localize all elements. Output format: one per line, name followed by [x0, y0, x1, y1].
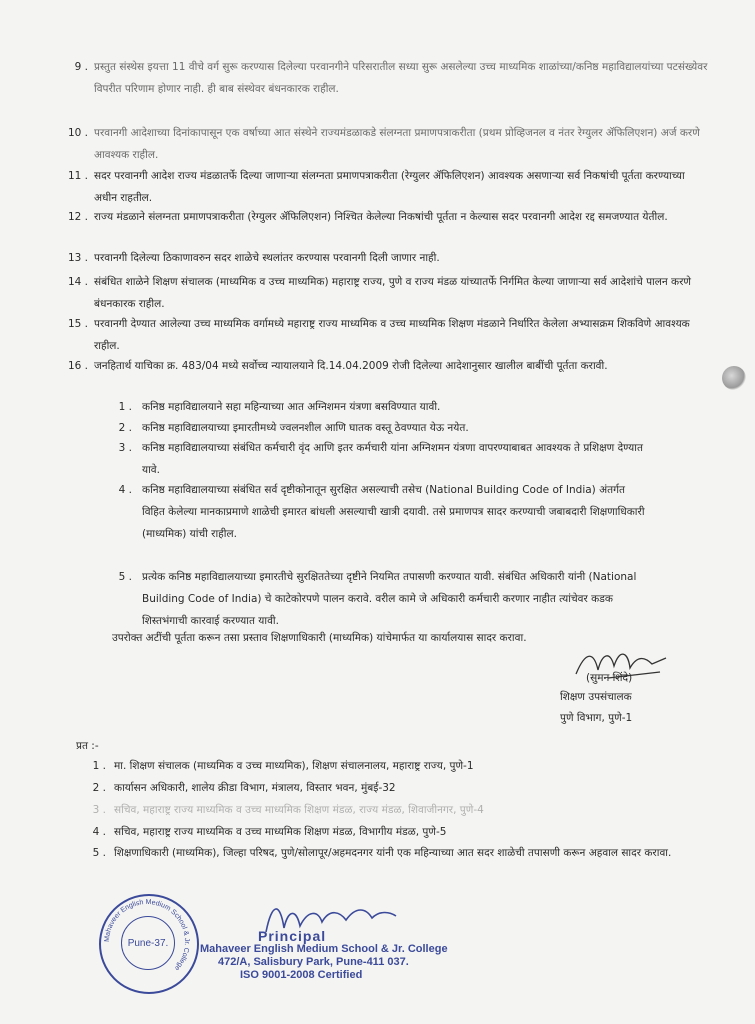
copy-4: [92, 822, 702, 843]
subitem-text: प्रत्येक कनिष्ठ महाविद्यालयाच्या इमारतीचे सुरक्षिततेच्या दृष्टीने नियमित तपासणी करण्यात यावी. संबंधित अधिकारी यांनी (National Building Code of India) चे काटेकोरपणे पालन करावे. वरील कामे जे अधिकारी कर्मचारी करणार नाहीत त्यांचेवर कडक शिस्तभंगाची कारवाई करण्यात यावी.: [142, 571, 637, 627]
subitem-text: कनिष्ठ महाविद्यालयाच्या संबंधित सर्व दृष्टीकोनातून सुरक्षित असल्याची तसेच (National Building Code of India) अंतर्गत विहित केलेल्या मानकाप्रमाणे शाळेची इमारत बांधली असल्याची खात्री दयावी. तसे प्रमाणपत्र सादर करण्याची जबाबदारी शिक्षणाधिकारी (माध्यमिक) यांची राहील.: [142, 484, 645, 540]
clause-number: 9 .: [74, 61, 88, 73]
copy-5: [92, 843, 702, 885]
copy-2: [92, 778, 702, 799]
subitem-1: [118, 396, 648, 418]
subitem-3: [118, 437, 648, 481]
subitem-2: [118, 417, 648, 439]
copy-text: मा. शिक्षण संचालक (माध्यमिक व उच्च माध्यमिक), शिक्षण संचालनालय, महाराष्ट्र राज्य, पुणे-1: [114, 760, 474, 772]
clause-text: परवानगी आदेशाच्या दिनांकापासून एक वर्षाच्या आत संस्थेने राज्यमंडळाकडे संलग्नता प्रमाणपत्राकरीता (प्रथम प्रोव्हिजनल व नंतर रेग्युलर ॲफिलिएशन) अर्ज करणे आवश्यक राहील.: [94, 127, 700, 161]
clause-16: [62, 355, 710, 399]
copy-number: 2 .: [92, 782, 106, 794]
closing-line: उपरोक्त अटींची पूर्तता करून तसा प्रस्ताव शिक्षणाधिकारी (माध्यमिक) यांचेमार्फत या कार्यालयास सादर करावा.: [112, 632, 527, 644]
signatory-name: (सुमन शिंदे): [586, 672, 633, 684]
clause-12: [62, 206, 710, 250]
subitem-5: [118, 566, 648, 632]
clause-text: परवानगी देण्यात आलेल्या उच्च माध्यमिक वर्गामध्ये महाराष्ट्र राज्य माध्यमिक व उच्च माध्यमिक शिक्षण मंडळाने निर्धारित केलेला अभ्यासक्रम शिकविणे आवश्यक राहील.: [94, 318, 690, 352]
clause-14: [62, 271, 710, 315]
copy-text: शिक्षणाधिकारी (माध्यमिक), जिल्हा परिषद, पुणे/सोलापूर/अहमदनगर यांनी एक महिन्याच्या आत सदर शाळेची तपासणी करून अहवाल सादर करावा.: [114, 847, 672, 859]
clause-number: 13 .: [67, 252, 88, 264]
clause-13: [62, 247, 710, 269]
subitem-number: 1 .: [118, 401, 132, 413]
subitem-text: कनिष्ठ महाविद्यालयाच्या संबंधित कर्मचारी वृंद आणि इतर कर्मचारी यांना अग्निशमन यंत्रणा वापरण्याबाबत आवश्यक ते प्रशिक्षण देण्यात यावे.: [142, 442, 643, 476]
subitem-4: [118, 479, 648, 567]
clause-number: 15 .: [67, 318, 88, 330]
clause-text: प्रस्तुत संस्थेस इयत्ता 11 वीचे वर्ग सुरू करण्यास दिलेल्या परवानगीने परिसरातील सध्या सुरू असलेल्या उच्च माध्यमिक शाळांच्या/कनिष्ठ महाविद्यालयांच्या पटसंख्येवर विपरीत परिणाम होणार नाही. ही बाब संस्थेवर बंधनकारक राहील.: [94, 61, 708, 95]
principal-iso: ISO 9001-2008 Certified: [240, 969, 363, 981]
subitem-number: 5 .: [118, 571, 132, 583]
signatory-division: पुणे विभाग, पुणे-1: [560, 712, 633, 724]
copies-heading: प्रत :-: [76, 740, 99, 752]
principal-seal: [200, 930, 448, 982]
copy-1: [92, 756, 702, 777]
clause-text: राज्य मंडळाने संलग्नता प्रमाणपत्राकरीता (रेग्युलर ॲफिलिएशन) निश्चित केलेल्या निकषांची पूर्तता न केल्यास सदर परवानगी आदेश रद्द समजण्यात येतील.: [94, 211, 668, 223]
principal-title: Principal: [258, 928, 327, 944]
clause-text: जनहितार्थ याचिका क्र. 483/04 मध्ये सर्वोच्च न्यायालयाने दि.14.04.2009 रोजी दिलेल्या आदेशानुसार खालील बाबींची पूर्तता करावी.: [94, 360, 608, 372]
school-stamp: [99, 894, 199, 994]
copy-number: 4 .: [92, 826, 106, 838]
clause-number: 16 .: [67, 360, 88, 372]
copy-3: [92, 800, 702, 821]
clause-11: [62, 165, 710, 209]
clause-number: 11 .: [67, 170, 88, 182]
copy-number: 1 .: [92, 760, 106, 772]
copy-text: सचिव, महाराष्ट्र राज्य माध्यमिक व उच्च माध्यमिक शिक्षण मंडळ, विभागीय मंडळ, पुणे-5: [114, 826, 447, 838]
subitem-number: 2 .: [118, 422, 132, 434]
stamp-center: [121, 916, 175, 970]
clause-15: [62, 313, 710, 357]
signatory-designation: शिक्षण उपसंचालक: [560, 691, 632, 703]
subitem-number: 3 .: [118, 442, 132, 454]
copy-number: 3 .: [92, 804, 106, 816]
clause-text: संबंधित शाळेने शिक्षण संचालक (माध्यमिक व उच्च माध्यमिक) महाराष्ट्र राज्य, पुणे व राज्य मंडळ यांच्यातर्फे निर्गमित केल्या जाणाऱ्या सर्व आदेशांचे पालन करणे बंधनकारक राहील.: [94, 276, 692, 310]
subitem-text: कनिष्ठ महाविद्यालयाच्या इमारतीमध्ये ज्वलनशील आणि घातक वस्तू ठेवण्यात येऊ नयेत.: [142, 422, 469, 434]
subitem-number: 4 .: [118, 484, 132, 496]
principal-school: Mahaveer English Medium School & Jr. College: [200, 943, 448, 955]
copy-text: सचिव, महाराष्ट्र राज्य माध्यमिक व उच्च माध्यमिक शिक्षण मंडळ, राज्य मंडळ, शिवाजीनगर, पुणे-4: [114, 804, 484, 816]
clause-number: 10 .: [67, 127, 88, 139]
copy-number: 5 .: [92, 847, 106, 859]
scan-blot: [722, 366, 746, 390]
copy-text: कार्यासन अधिकारी, शालेय क्रीडा विभाग, मंत्रालय, विस्तार भवन, मुंबई-32: [114, 782, 396, 794]
clause-text: परवानगी दिलेल्या ठिकाणावरुन सदर शाळेचे स्थलांतर करण्यास परवानगी दिली जाणार नाही.: [94, 252, 440, 264]
subitem-text: कनिष्ठ महाविद्यालयाने सहा महिन्याच्या आत अग्निशमन यंत्रणा बसविण्यात यावी.: [142, 401, 441, 413]
principal-address: 472/A, Salisbury Park, Pune-411 037.: [218, 956, 409, 968]
stamp-center-text: Pune-37.: [127, 937, 169, 949]
clause-text: सदर परवानगी आदेश राज्य मंडळातर्फे दिल्या जाणाऱ्या संलग्नता प्रमाणपत्राकरीता (रेग्युलर ॲफिलिएशन) आवश्यक असणाऱ्या सर्व निकषांची पूर्तता करण्याच्या अधीन राहतील.: [94, 170, 685, 204]
clause-number: 14 .: [67, 276, 88, 288]
clause-10: [62, 122, 710, 166]
clause-9: [62, 56, 710, 122]
stamp-ring-label: Mahaveer English Medium School & Jr. College: [103, 898, 191, 972]
clause-number: 12 .: [67, 211, 88, 223]
